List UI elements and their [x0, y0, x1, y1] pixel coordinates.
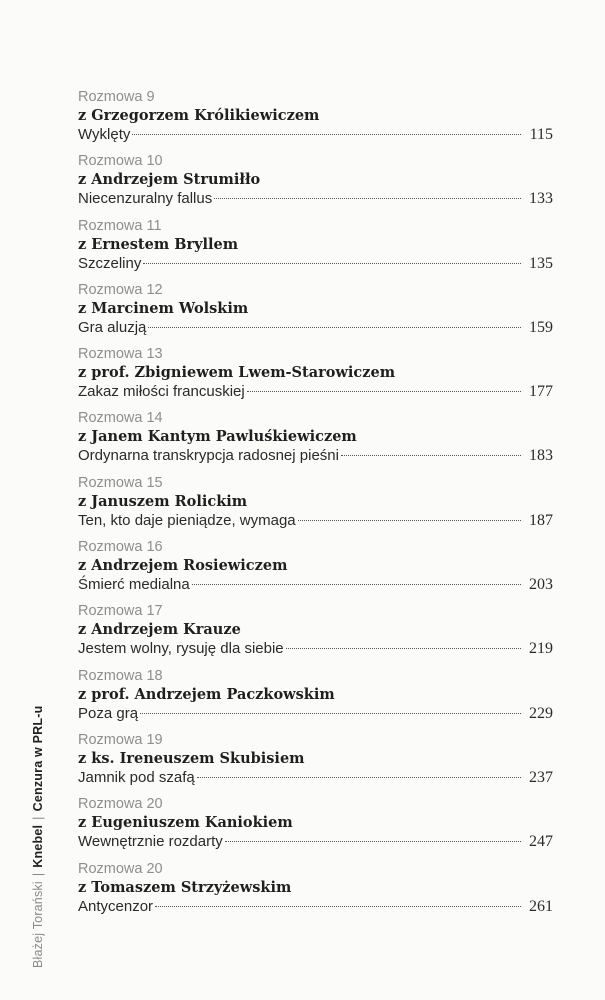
- chapter-line: [78, 254, 553, 274]
- dot-leader: [155, 906, 521, 907]
- author-name: Błażej Torański: [31, 881, 45, 968]
- interviewee-name: z Janem Kantym Pawluśkiewiczem: [78, 428, 357, 446]
- interviewee-name: z Andrzejem Strumiłło: [78, 171, 261, 189]
- chapter-title: Gra aluzją: [78, 318, 147, 336]
- page-number: 203: [529, 576, 553, 594]
- chapter-title: Jestem wolny, rysuję dla siebie: [78, 640, 284, 658]
- dot-leader: [132, 134, 521, 135]
- page-number: 133: [529, 190, 553, 208]
- chapter-line: [78, 446, 553, 466]
- interviewee-name: z Marcinem Wolskim: [78, 299, 249, 317]
- conversation-label: Rozmowa 20: [78, 796, 163, 813]
- interviewee-name: z Januszem Rolickim: [78, 492, 248, 510]
- interviewee-name: z Eugeniuszem Kaniokiem: [78, 814, 293, 832]
- dot-leader: [148, 327, 521, 328]
- chapter-line: [78, 382, 553, 402]
- toc-entry: [78, 667, 553, 731]
- toc-entry: [78, 88, 553, 152]
- toc-entry: [78, 474, 553, 538]
- toc-entry: [78, 731, 553, 795]
- table-of-contents: [78, 88, 553, 924]
- dot-leader: [197, 777, 521, 778]
- chapter-title: Jamnik pod szafą: [78, 768, 195, 786]
- dot-leader: [140, 713, 521, 714]
- toc-entry: [78, 345, 553, 409]
- page-number: 247: [529, 833, 553, 851]
- dot-leader: [214, 198, 521, 199]
- page-number: 135: [529, 254, 553, 272]
- dot-leader: [192, 584, 521, 585]
- book-subtitle: Cenzura w PRL-u: [31, 705, 45, 812]
- separator: |: [31, 872, 45, 877]
- interviewee-name: z Andrzejem Krauze: [78, 621, 241, 639]
- dot-leader: [298, 520, 521, 521]
- chapter-title: Wyklęty: [78, 126, 131, 143]
- toc-entry: [78, 281, 553, 345]
- page-number: 177: [529, 383, 553, 401]
- chapter-line: [78, 768, 553, 788]
- dot-leader: [143, 263, 521, 264]
- chapter-title: Niecenzuralny fallus: [78, 190, 213, 208]
- conversation-label: Rozmowa 19: [78, 731, 163, 748]
- dot-leader: [341, 455, 521, 456]
- conversation-label: Rozmowa 10: [78, 153, 163, 170]
- chapter-title: Śmierć medialna: [78, 576, 190, 594]
- interviewee-name: z Andrzejem Rosiewiczem: [78, 557, 288, 575]
- chapter-line: [78, 575, 553, 595]
- page-number: 183: [529, 447, 553, 465]
- toc-entry: [78, 860, 553, 924]
- dot-leader: [286, 648, 521, 649]
- page-number: 229: [529, 704, 553, 722]
- interviewee-name: z Ernestem Bryllem: [78, 235, 239, 253]
- page-number: 115: [529, 126, 553, 143]
- interviewee-name: z Tomaszem Strzyżewskim: [78, 878, 292, 896]
- page-number: 219: [529, 640, 553, 658]
- running-footer: [30, 706, 46, 968]
- toc-entry: [78, 409, 553, 473]
- chapter-title: Ten, kto daje pieniądze, wymaga: [78, 511, 296, 529]
- chapter-line: [78, 189, 553, 209]
- dot-leader: [225, 841, 521, 842]
- dot-leader: [247, 391, 521, 392]
- conversation-label: Rozmowa 12: [78, 281, 163, 298]
- chapter-line: [78, 318, 553, 338]
- toc-entry: [78, 795, 553, 859]
- chapter-line: [78, 639, 553, 659]
- conversation-label: Rozmowa 9: [78, 89, 155, 105]
- chapter-title: Zakaz miłości francuskiej: [78, 383, 245, 401]
- page-number: 159: [529, 318, 553, 336]
- chapter-title: Antycenzor: [78, 897, 154, 915]
- toc-entry: [78, 152, 553, 216]
- chapter-line: [78, 897, 553, 917]
- interviewee-name: z prof. Andrzejem Paczkowskim: [78, 685, 335, 703]
- toc-entry: [78, 538, 553, 602]
- conversation-label: Rozmowa 20: [78, 860, 163, 877]
- page-number: 187: [529, 511, 553, 529]
- chapter-title: Szczeliny: [78, 254, 142, 272]
- toc-entry: [78, 217, 553, 281]
- conversation-label: Rozmowa 16: [78, 539, 163, 556]
- chapter-title: Wewnętrznie rozdarty: [78, 833, 223, 851]
- page-number: 237: [529, 768, 553, 786]
- page-number: 261: [529, 897, 553, 915]
- conversation-label: Rozmowa 14: [78, 410, 163, 427]
- chapter-line: [78, 832, 553, 852]
- conversation-label: Rozmowa 15: [78, 474, 163, 491]
- conversation-label: Rozmowa 11: [78, 217, 162, 234]
- chapter-title: Poza grą: [78, 704, 139, 722]
- separator: |: [31, 816, 45, 820]
- chapter-title: Ordynarna transkrypcja radosnej pieśni: [78, 447, 339, 465]
- interviewee-name: z prof. Zbigniewem Lwem-Starowiczem: [78, 364, 396, 382]
- interviewee-name: z ks. Ireneuszem Skubisiem: [78, 749, 305, 767]
- interviewee-name: z Grzegorzem Królikiewiczem: [78, 107, 320, 124]
- toc-entry: [78, 602, 553, 666]
- chapter-line: [78, 511, 553, 531]
- conversation-label: Rozmowa 17: [78, 603, 163, 620]
- book-title: Knebel: [31, 824, 45, 868]
- conversation-label: Rozmowa 18: [78, 667, 163, 684]
- chapter-line: [78, 704, 553, 724]
- chapter-line: [78, 125, 553, 145]
- conversation-label: Rozmowa 13: [78, 346, 163, 363]
